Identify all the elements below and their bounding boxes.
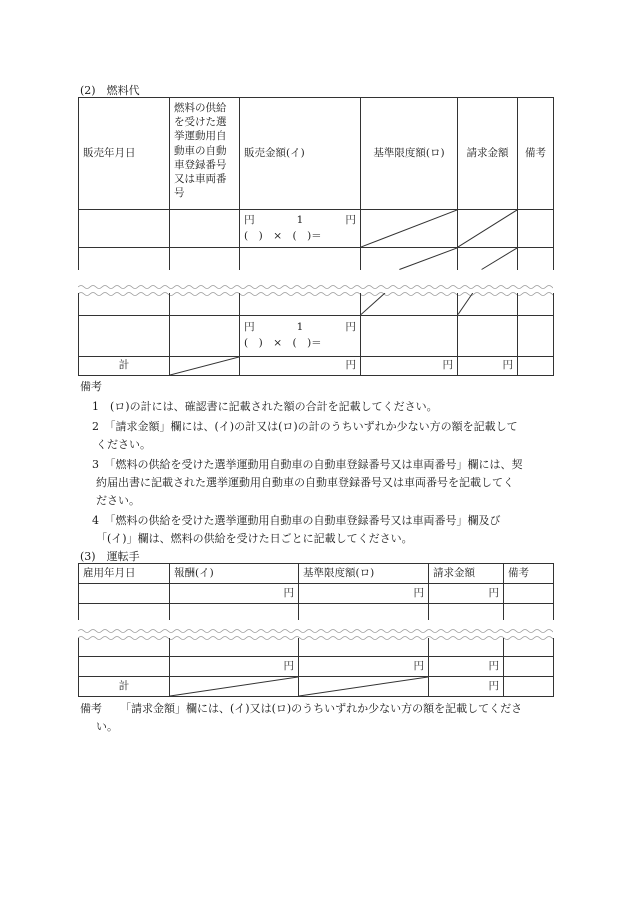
driver-row-1 (79, 584, 554, 604)
fuel-header-date: 販売年月日 (79, 98, 170, 210)
fuel-note-line: 2 「請求金額」欄には、(イ)の計又は(ロ)の計のうちいずれか少ない方の額を記載して (92, 420, 518, 433)
driver-pay-cell[interactable]: 円 (170, 584, 299, 604)
driver-row-partial-lower (79, 638, 554, 656)
driver-header-claim: 請求金額 (429, 564, 504, 584)
fuel-total-sale[interactable]: 円 (240, 356, 361, 375)
fuel-note-line: 4 「燃料の供給を受けた選挙運動用自動車の自動車登録番号又は車両番号」欄及び (92, 514, 501, 527)
fuel-calc-cell[interactable] (240, 315, 361, 356)
fuel-total-limit[interactable]: 円 (361, 356, 458, 375)
fuel-cell[interactable] (79, 210, 170, 248)
fuel-note-line: ください。 (96, 438, 151, 451)
fuel-cell[interactable] (79, 315, 170, 356)
driver-table-upper (78, 563, 554, 620)
fuel-section-title: (2) 燃料代 (80, 84, 140, 97)
fuel-total-remarks[interactable] (518, 356, 554, 375)
fuel-total-label: 計 (79, 356, 170, 375)
fuel-table-upper (78, 97, 554, 270)
fuel-row-last (79, 315, 554, 356)
fuel-row-1 (79, 210, 554, 248)
driver-total-claim[interactable]: 円 (429, 676, 504, 696)
fuel-header-row (79, 98, 554, 210)
fuel-total-vehicle-slashed (170, 356, 240, 375)
diagonal-slash (299, 677, 428, 696)
diagonal-slash (458, 293, 517, 315)
fuel-note-line: 3 「燃料の供給を受けた選挙運動用自動車の自動車登録番号又は車両番号」欄には、契 (92, 458, 523, 471)
fuel-header-vehicle: 燃料の供給を受けた選挙運動用自動車の自動車登録番号又は車両番号 (170, 98, 240, 210)
driver-header-pay: 報酬(イ) (170, 564, 299, 584)
driver-total-pay-slashed (170, 676, 299, 696)
driver-pay-cell[interactable]: 円 (170, 656, 299, 676)
driver-header-remarks: 備考 (504, 564, 554, 584)
fuel-row-partial-lower (79, 293, 554, 315)
driver-cell[interactable] (504, 656, 554, 676)
fuel-calc-cell[interactable] (240, 210, 361, 248)
driver-note-heading: 備考 (80, 702, 102, 715)
fuel-total-claim[interactable]: 円 (458, 356, 518, 375)
driver-cell[interactable] (504, 584, 554, 604)
diagonal-slash (170, 357, 239, 375)
driver-claim-cell[interactable]: 円 (429, 656, 504, 676)
driver-header-row (79, 564, 554, 584)
diagonal-slash (170, 677, 298, 696)
diagonal-slash (458, 210, 517, 247)
driver-limit-cell[interactable]: 円 (299, 584, 429, 604)
driver-cell[interactable] (79, 656, 170, 676)
fuel-header-sale: 販売金額(イ) (240, 98, 361, 210)
driver-claim-cell[interactable]: 円 (429, 584, 504, 604)
fuel-total-row (79, 356, 554, 375)
fuel-cell[interactable] (518, 210, 554, 248)
driver-note-line-2: い。 (96, 720, 118, 733)
driver-cell[interactable] (79, 584, 170, 604)
fuel-claim-cell-slashed (458, 210, 518, 248)
fuel-header-claim: 請求金額 (458, 98, 518, 210)
fuel-limit-cell-slashed (361, 210, 458, 248)
driver-row-last (79, 656, 554, 676)
fuel-cell[interactable] (170, 315, 240, 356)
driver-total-limit-slashed (299, 676, 429, 696)
fuel-cell[interactable] (458, 315, 518, 356)
fuel-note-line: ださい。 (96, 494, 140, 507)
fuel-note-line: 「(イ)」欄は、燃料の供給を受けた日ごとに記載してください。 (96, 532, 413, 545)
fuel-header-remarks: 備考 (518, 98, 554, 210)
fuel-calc-line-1: 円 1 円 (244, 214, 356, 227)
fuel-note-line: 1 (ロ)の計には、確認書に記載された額の合計を記載してください。 (92, 400, 438, 413)
fuel-cell[interactable] (170, 210, 240, 248)
diagonal-slash (458, 248, 517, 270)
fuel-calc-line-2: ( ) × ( )＝ (244, 229, 322, 242)
driver-limit-cell[interactable]: 円 (299, 656, 429, 676)
fuel-calc-line-2: ( ) × ( )＝ (244, 336, 322, 349)
fuel-cell[interactable] (518, 315, 554, 356)
driver-row-2-partial (79, 604, 554, 620)
diagonal-slash (361, 248, 457, 270)
fuel-row-2-partial (79, 248, 554, 270)
diagonal-slash (361, 210, 457, 247)
driver-table-lower (78, 638, 554, 697)
driver-header-limit: 基準限度額(ロ) (299, 564, 429, 584)
fuel-cell[interactable] (361, 315, 458, 356)
driver-header-date: 雇用年月日 (79, 564, 170, 584)
driver-note-line-1: 「請求金額」欄には、(イ)又は(ロ)のうちいずれか少ない方の額を記載してくださ (120, 702, 523, 715)
fuel-note-line: 約届出書に記載された選挙運動用自動車の自動車登録番号又は車両番号を記載してく (96, 476, 514, 489)
driver-total-label: 計 (79, 676, 170, 696)
driver-total-row (79, 676, 554, 696)
fuel-notes-heading: 備考 (80, 380, 102, 393)
fuel-calc-line-1: 円 1 円 (244, 321, 356, 334)
fuel-header-limit: 基準限度額(ロ) (361, 98, 458, 210)
driver-total-remarks[interactable] (504, 676, 554, 696)
driver-section-title: (3) 運転手 (80, 550, 140, 563)
diagonal-slash (361, 293, 457, 315)
fuel-table-lower (78, 293, 554, 376)
